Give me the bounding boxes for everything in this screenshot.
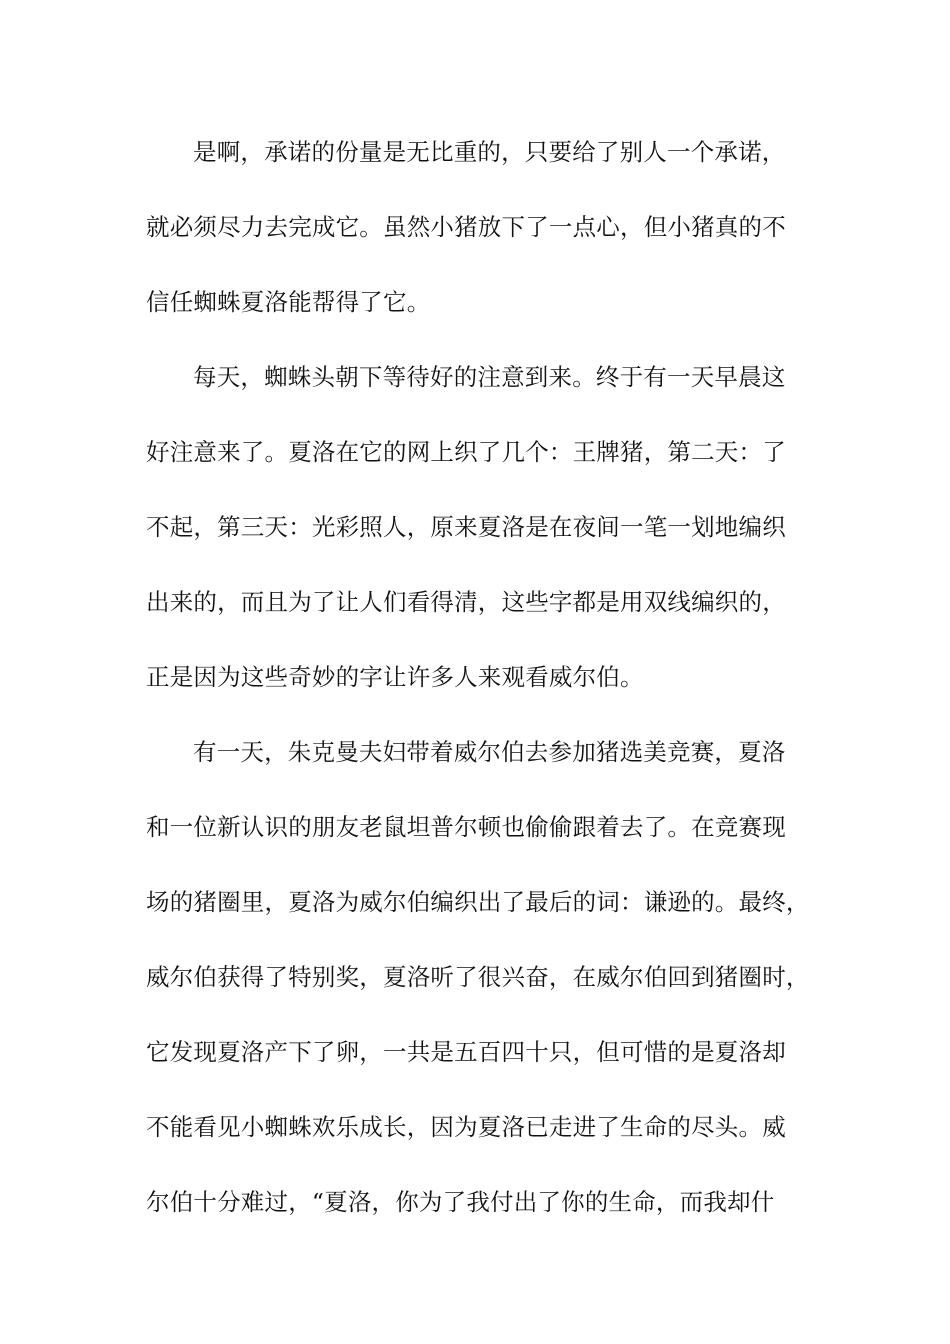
text-line: 信任蜘蛛夏洛能帮得了它。 bbox=[146, 288, 431, 316]
text-line: 不能看见小蜘蛛欢乐成长，因为夏洛已走进了生命的尽头。威 bbox=[146, 1113, 786, 1141]
text-line: 有一天，朱克曼夫妇带着威尔伯去参加猪选美竞赛，夏洛 bbox=[193, 738, 786, 766]
text-line: 好注意来了。夏洛在它的网上织了几个：王牌猪，第二天：了 bbox=[146, 438, 786, 466]
document-body bbox=[146, 127, 810, 1252]
text-line: 每天，蜘蛛头朝下等待好的注意到来。终于有一天早晨这 bbox=[193, 363, 786, 391]
text-line: 尔伯十分难过，“夏洛，你为了我付出了你的生命，而我却什 bbox=[146, 1188, 775, 1216]
text-line: 它发现夏洛产下了卵，一共是五百四十只，但可惜的是夏洛却 bbox=[146, 1038, 786, 1066]
text-line: 出来的，而且为了让人们看得清，这些字都是用双线编织的， bbox=[146, 588, 786, 616]
text-line: 正是因为这些奇妙的字让许多人来观看威尔伯。 bbox=[146, 663, 644, 691]
text-line: 场的猪圈里，夏洛为威尔伯编织出了最后的词：谦逊的。最终， bbox=[146, 888, 810, 916]
text-line: 就必须尽力去完成它。虽然小猪放下了一点心，但小猪真的不 bbox=[146, 213, 786, 241]
paragraph-2 bbox=[146, 352, 806, 727]
text-line: 是啊，承诺的份量是无比重的，只要给了别人一个承诺， bbox=[193, 138, 786, 166]
paragraph-3 bbox=[146, 727, 810, 1252]
paragraph-1 bbox=[146, 127, 806, 352]
text-line: 不起，第三天：光彩照人，原来夏洛是在夜间一笔一划地编织 bbox=[146, 513, 786, 541]
text-line: 威尔伯获得了特别奖，夏洛听了很兴奋，在威尔伯回到猪圈时， bbox=[146, 963, 810, 991]
text-line: 和一位新认识的朋友老鼠坦普尔顿也偷偷跟着去了。在竞赛现 bbox=[146, 813, 786, 841]
